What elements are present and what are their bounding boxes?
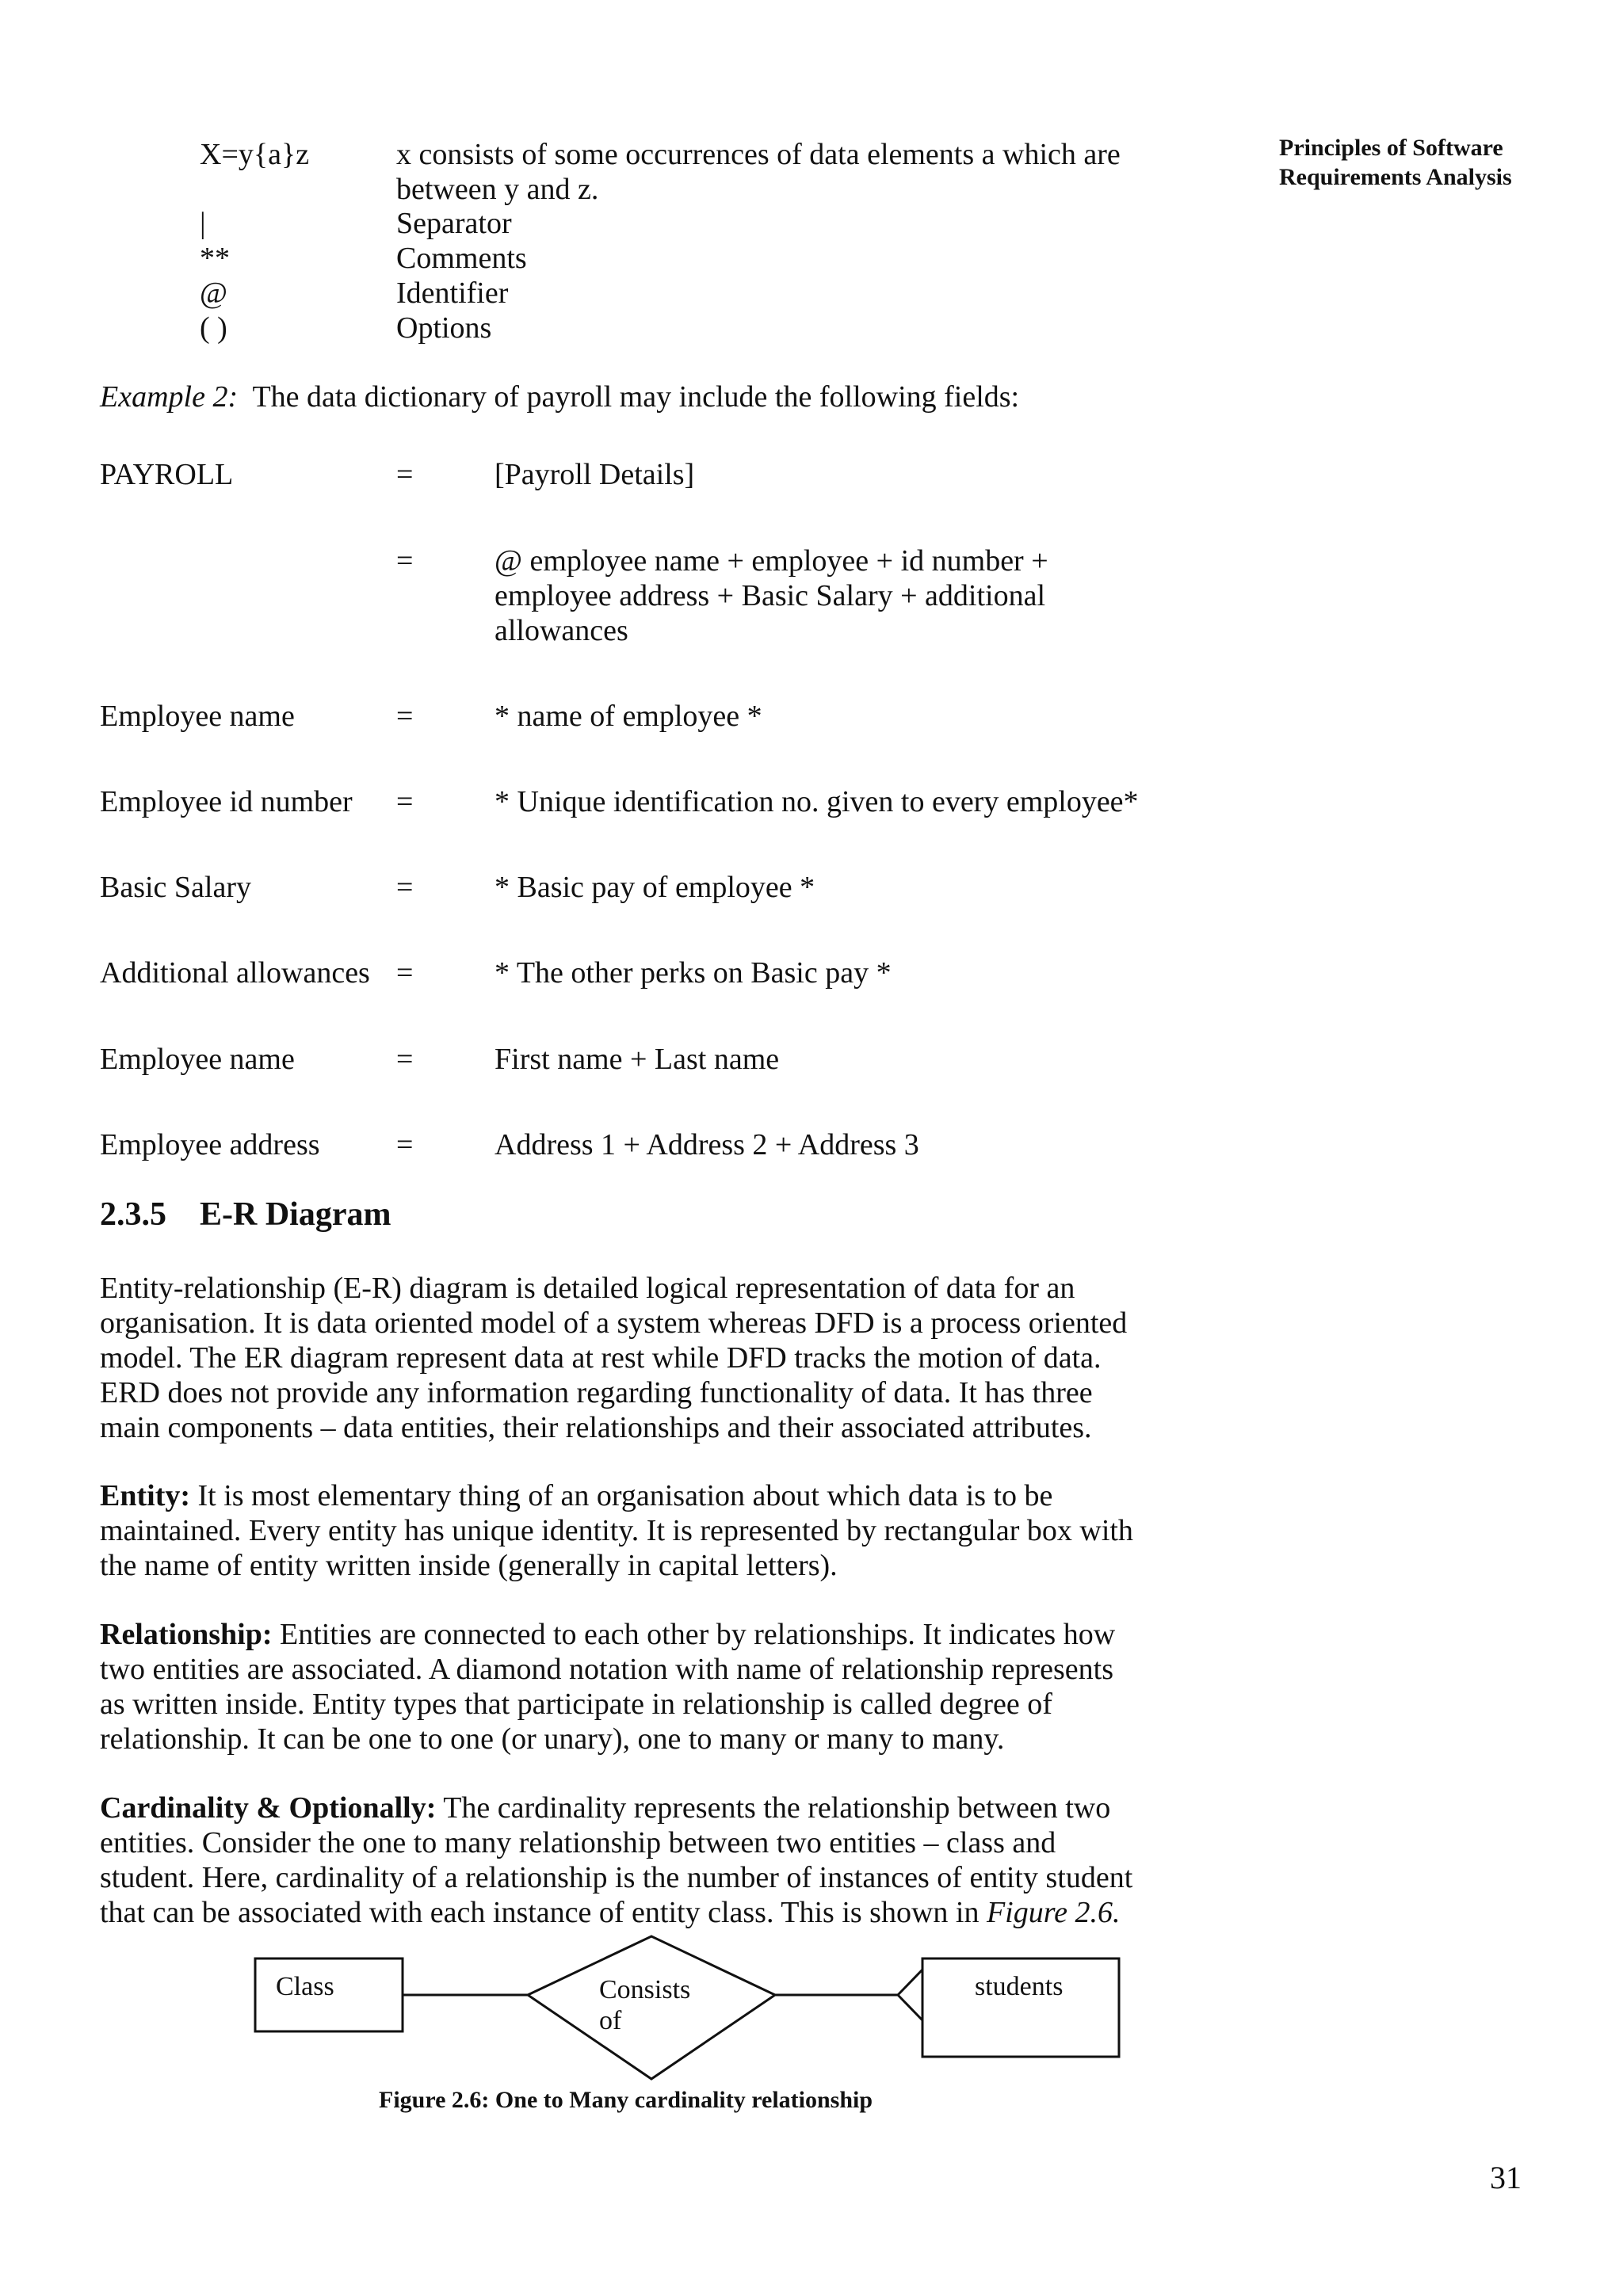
paragraph-line: The cardinality represents the relationship between two: [436, 1791, 1111, 1825]
notation-symbol: |: [200, 207, 206, 240]
notation-meaning: Identifier: [396, 277, 509, 310]
dictionary-definition-line: allowances: [495, 614, 628, 647]
dictionary-definition: Address 1 + Address 2 + Address 3: [495, 1128, 919, 1161]
paragraph-line: that can be associated with each instance of entity class. This is shown in: [100, 1896, 987, 1929]
paragraph-line: main components – data entities, their relationships and their associated attributes.: [100, 1411, 1092, 1444]
dictionary-term: Basic Salary: [100, 871, 252, 904]
relationship-label-line-2: of: [599, 2006, 622, 2035]
paragraph-line: entities. Consider the one to many relationship between two entities – class and: [100, 1826, 1056, 1859]
dictionary-definition: * The other perks on Basic pay *: [495, 956, 892, 990]
notation-meaning: Options: [396, 311, 492, 345]
example-label: Example 2:: [100, 380, 239, 414]
paragraph-line: as written inside. Entity types that participate in relationship is called degree of: [100, 1688, 1052, 1721]
example-intro: [100, 379, 1019, 414]
paragraph-line: two entities are associated. A diamond notation with name of relationship represents: [100, 1653, 1114, 1686]
notation-meaning: Comments: [396, 242, 527, 275]
dictionary-definition: [495, 543, 1208, 648]
entity-term: Entity:: [100, 1479, 190, 1512]
dictionary-equals: =: [396, 1043, 414, 1076]
dictionary-equals: =: [396, 544, 414, 578]
dictionary-definition: * name of employee *: [495, 700, 762, 733]
dictionary-term: PAYROLL: [100, 458, 234, 491]
students-entity-label: students: [975, 1972, 1064, 2001]
paragraph-line: maintained. Every entity has unique identity. It is represented by rectangular box with: [100, 1514, 1133, 1547]
dictionary-equals: =: [396, 871, 414, 904]
figure-caption: Figure 2.6: One to Many cardinality relationship: [379, 2087, 873, 2113]
section-title: E-R Diagram: [200, 1196, 391, 1233]
dictionary-term: Employee name: [100, 1043, 295, 1076]
relationship-paragraph: [100, 1617, 1146, 1756]
entity-paragraph: [100, 1478, 1146, 1583]
running-header-line-1: Principles of Software: [1279, 135, 1503, 161]
paragraph-line: It is most elementary thing of an organisation about which data is to be: [190, 1479, 1053, 1512]
crows-foot-upper: [898, 1970, 922, 1995]
paragraph-line: relationship. It can be one to one (or unary), one to many or many to many.: [100, 1722, 1005, 1756]
notation-symbol: @: [200, 277, 227, 310]
dictionary-term: Employee name: [100, 700, 295, 733]
page-number: 31: [1490, 2160, 1522, 2195]
notation-meaning-line: between y and z.: [396, 173, 599, 206]
notation-meaning: [396, 137, 1347, 207]
figure-reference: Figure 2.6.: [986, 1896, 1121, 1929]
paragraph-line: Entities are connected to each other by relationships. It indicates how: [272, 1618, 1116, 1651]
relationship-term: Relationship:: [100, 1618, 273, 1651]
dictionary-equals: =: [396, 785, 414, 818]
cardinality-paragraph: [100, 1791, 1146, 1930]
class-entity-label: Class: [276, 1972, 334, 2001]
section-heading: [100, 1195, 391, 1234]
paragraph-line: organisation. It is data oriented model of a system whereas DFD is a process oriented: [100, 1306, 1128, 1340]
dictionary-equals: =: [396, 458, 414, 491]
intro-paragraph: [100, 1271, 1146, 1445]
paragraph-line: model. The ER diagram represent data at rest while DFD tracks the motion of data.: [100, 1341, 1102, 1375]
dictionary-term: Employee id number: [100, 785, 353, 818]
dictionary-term: Employee address: [100, 1128, 320, 1161]
notation-symbol: X=y{a}z: [200, 138, 310, 171]
crows-foot-lower: [898, 1995, 922, 2020]
dictionary-definition: [Payroll Details]: [495, 458, 695, 491]
dictionary-term: Additional allowances: [100, 956, 370, 990]
running-header-line-2: Requirements Analysis: [1279, 164, 1512, 190]
notation-meaning-line: x consists of some occurrences of data elements a which are: [396, 138, 1121, 171]
paragraph-line: ERD does not provide any information regarding functionality of data. It has three: [100, 1376, 1093, 1409]
paragraph-line: student. Here, cardinality of a relationship is the number of instances of entity student: [100, 1861, 1133, 1894]
dictionary-definition: * Basic pay of employee *: [495, 871, 815, 904]
dictionary-definition-line: @ employee name + employee + id number +: [495, 544, 1048, 578]
paragraph-line: the name of entity written inside (generally in capital letters).: [100, 1549, 838, 1582]
relationship-label-line-1: Consists: [599, 1975, 691, 2004]
cardinality-term: Cardinality & Optionally:: [100, 1791, 437, 1825]
notation-symbol: ( ): [200, 311, 227, 345]
dictionary-definition-line: employee address + Basic Salary + additional: [495, 579, 1046, 612]
dictionary-equals: =: [396, 956, 414, 990]
paragraph-line: Entity-relationship (E-R) diagram is detailed logical representation of data for an: [100, 1272, 1075, 1305]
er-diagram-canvas: [246, 1925, 1133, 2100]
section-number: 2.3.5: [100, 1196, 166, 1233]
relationship-diamond: [528, 1936, 775, 2079]
notation-symbol: **: [200, 242, 230, 275]
notation-meaning: Separator: [396, 207, 512, 240]
dictionary-equals: =: [396, 700, 414, 733]
dictionary-equals: =: [396, 1128, 414, 1161]
example-text: The data dictionary of payroll may include the following fields:: [252, 380, 1020, 414]
dictionary-definition: * Unique identification no. given to every employee*: [495, 785, 1139, 818]
er-diagram: [246, 1925, 1133, 2100]
dictionary-definition: First name + Last name: [495, 1043, 780, 1076]
